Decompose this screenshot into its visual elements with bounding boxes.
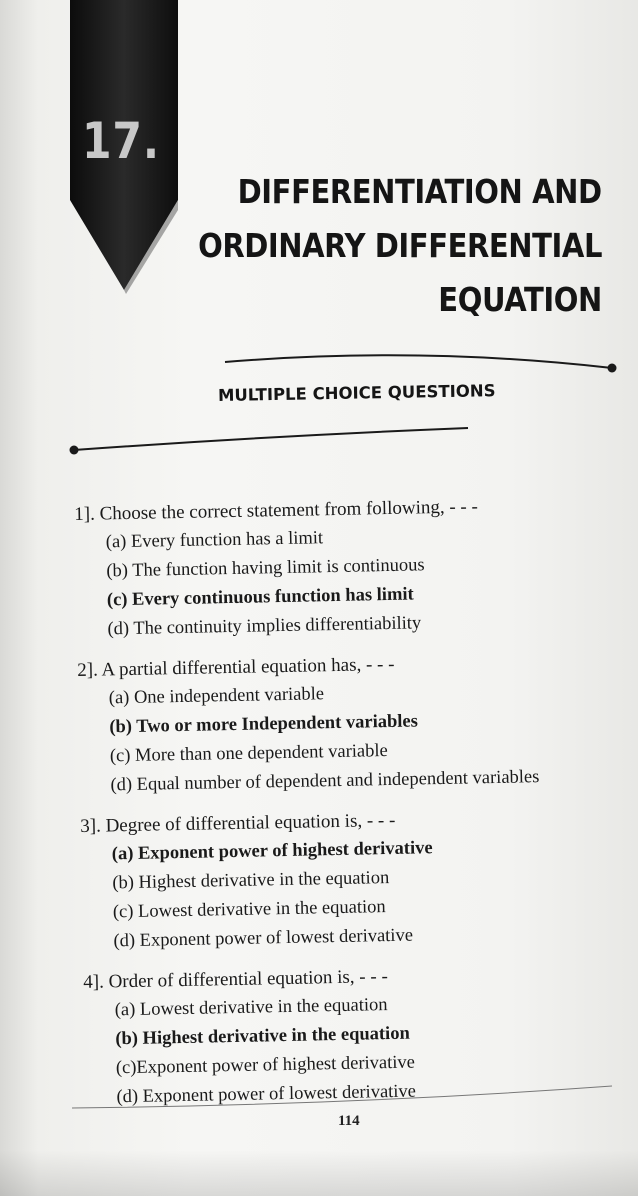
page-edge-shadow — [0, 1150, 638, 1196]
question-option-answer: (c) Every continuous function has limit — [106, 584, 414, 611]
chapter-number: 17. — [82, 112, 160, 170]
question-option-answer: (b) Two or more Independent variables — [109, 711, 419, 738]
question-3 — [80, 802, 623, 957]
chapter-title-line-2: ORDINARY DIFFERENTIAL — [198, 226, 602, 265]
question-stem: 1]. Choose the correct statement from following, - - - — [74, 496, 479, 525]
question-stem: 3]. Degree of differential equation is, - - - — [80, 809, 396, 837]
question-4 — [83, 958, 626, 1113]
question-option: (c) Lowest derivative in the equation — [112, 897, 386, 923]
question-option: (a) Every function has a limit — [105, 528, 324, 553]
question-stem: 2]. A partial differential equation has, - - - — [77, 653, 395, 681]
question-option-answer: (a) Exponent power of highest derivative — [111, 838, 433, 865]
question-option: (c)Exponent power of highest derivative — [115, 1052, 416, 1079]
question-1 — [74, 490, 617, 645]
question-option: (b) The function having limit is continuous — [106, 555, 425, 582]
question-option: (a) Lowest derivative in the equation — [114, 995, 388, 1021]
section-heading: MULTIPLE CHOICE QUESTIONS — [217, 381, 496, 405]
question-option: (d) The continuity implies differentiability — [107, 613, 422, 640]
chapter-title-line-3: EQUATION — [438, 280, 602, 319]
question-list — [74, 490, 626, 1124]
page-number: 114 — [338, 1113, 360, 1129]
question-option: (b) Highest derivative in the equation — [112, 868, 390, 894]
question-option: (a) One independent variable — [108, 684, 325, 709]
question-2 — [77, 646, 620, 801]
question-option: (d) Exponent power of lowest derivative — [113, 925, 414, 952]
question-stem: 4]. Order of differential equation is, - - - — [83, 966, 389, 993]
question-option: (d) Exponent power of lowest derivative — [116, 1081, 417, 1108]
question-option: (d) Equal number of dependent and independent variables — [110, 767, 540, 796]
question-option-answer: (b) Highest derivative in the equation — [115, 1023, 410, 1050]
chapter-title-line-1: DIFFERENTIATION AND — [237, 172, 602, 211]
question-option: (c) More than one dependent variable — [109, 741, 388, 767]
